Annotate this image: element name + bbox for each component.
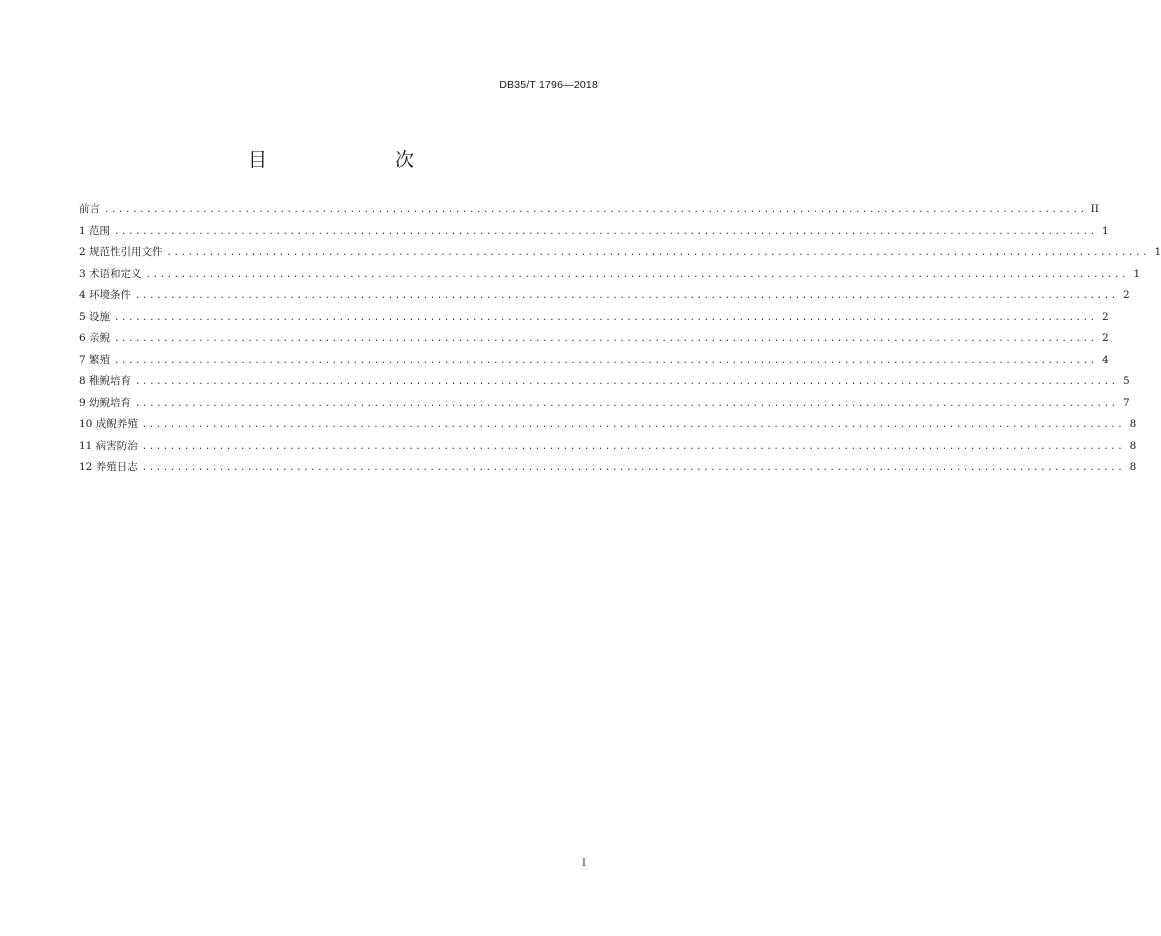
toc-entry-label: 2 规范性引用文件 bbox=[79, 246, 163, 258]
toc-entry-larva-rearing[interactable] bbox=[79, 371, 1130, 393]
toc-leader-dots: ............................................................................................................................................ bbox=[166, 248, 1150, 258]
toc-entry-label: 5 设施 bbox=[79, 310, 111, 323]
toc-entry-label: 9 幼鲵培育 bbox=[79, 396, 132, 409]
toc-entry-page: 1 bbox=[1101, 224, 1109, 237]
toc-entry-breeding[interactable] bbox=[79, 350, 1109, 372]
toc-leader-dots: ............................................................................................................................................ bbox=[145, 269, 1129, 280]
toc-leader-dots: ............................................................................................................................................ bbox=[114, 312, 1097, 323]
toc-entry-normative-references[interactable] bbox=[79, 242, 1161, 264]
toc-leader-dots: ............................................................................................................................................ bbox=[114, 355, 1097, 366]
toc-leader-dots: ............................................................................................................................................ bbox=[141, 420, 1125, 430]
toc-entry-label: 4 环境条件 bbox=[79, 289, 132, 301]
toc-entry-page: 8 bbox=[1129, 418, 1137, 430]
toc-entry-facilities[interactable] bbox=[79, 307, 1109, 329]
toc-entry-page: 8 bbox=[1129, 461, 1137, 473]
toc-entry-environment[interactable] bbox=[79, 285, 1130, 307]
toc-leader-dots: ............................................................................................................................................ bbox=[135, 291, 1118, 301]
toc-entry-page: 1 bbox=[1154, 246, 1161, 258]
toc-entry-label: 11 病害防治 bbox=[79, 439, 138, 452]
toc-entry-page: 2 bbox=[1122, 289, 1130, 301]
toc-leader-dots: ............................................................................................................................................ bbox=[114, 334, 1097, 344]
toc-leader-dots: ............................................................................................................................................ bbox=[135, 398, 1118, 409]
table-of-contents bbox=[79, 199, 1161, 479]
toc-entry-broodstock[interactable] bbox=[79, 328, 1109, 350]
toc-entry-label: 前言 bbox=[79, 203, 100, 215]
toc-leader-dots: ............................................................................................................................................ bbox=[104, 205, 1087, 215]
toc-entry-scope[interactable] bbox=[79, 221, 1109, 243]
toc-leader-dots: ............................................................................................................................................ bbox=[141, 463, 1125, 473]
toc-entry-label: 7 繁殖 bbox=[79, 353, 111, 366]
toc-leader-dots: ............................................................................................................................................ bbox=[135, 377, 1118, 387]
toc-entry-label: 12 养殖日志 bbox=[79, 461, 138, 473]
toc-entry-label: 3 术语和定义 bbox=[79, 267, 142, 280]
page-title: 目 次 bbox=[247, 149, 444, 171]
standard-code: DB35/T 1796—2018 bbox=[499, 79, 598, 91]
toc-entry-label: 8 稚鲵培育 bbox=[79, 375, 132, 387]
toc-entry-disease-control[interactable] bbox=[79, 436, 1137, 458]
toc-entry-page: 2 bbox=[1101, 332, 1109, 344]
toc-entry-page: 2 bbox=[1101, 310, 1109, 323]
toc-entry-terms-definitions[interactable] bbox=[79, 264, 1141, 286]
page-number: I bbox=[582, 858, 586, 869]
toc-leader-dots: ............................................................................................................................................ bbox=[141, 441, 1125, 452]
toc-entry-foreword[interactable] bbox=[79, 199, 1099, 221]
toc-entry-page: 1 bbox=[1133, 267, 1141, 280]
toc-entry-page: 5 bbox=[1122, 375, 1130, 387]
toc-entry-page: 4 bbox=[1101, 353, 1109, 366]
toc-entry-page: 7 bbox=[1122, 396, 1130, 409]
toc-entry-farming-log[interactable] bbox=[79, 457, 1137, 479]
toc-entry-label: 10 成鲵养殖 bbox=[79, 418, 138, 430]
toc-leader-dots: ............................................................................................................................................ bbox=[114, 226, 1097, 237]
toc-entry-label: 6 亲鲵 bbox=[79, 332, 111, 344]
toc-entry-adult-farming[interactable] bbox=[79, 414, 1137, 436]
toc-entry-page: 8 bbox=[1129, 439, 1137, 452]
toc-entry-juvenile-rearing[interactable] bbox=[79, 393, 1130, 415]
toc-entry-label: 1 范围 bbox=[79, 224, 111, 237]
toc-entry-page: II bbox=[1090, 203, 1099, 215]
